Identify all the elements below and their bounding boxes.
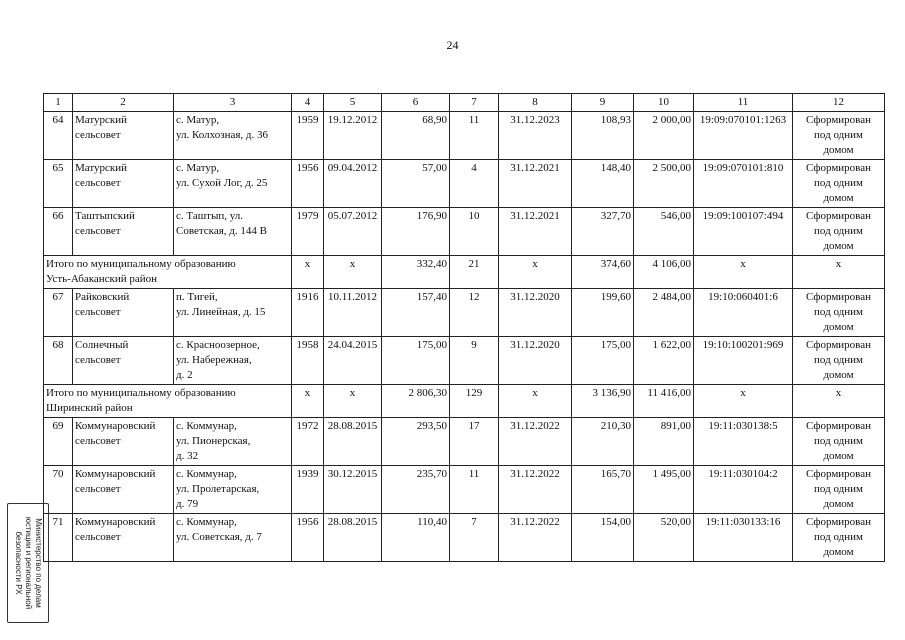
cell-land-area: 2 500,00 bbox=[634, 160, 694, 208]
cell-area: 175,00 bbox=[382, 337, 450, 385]
cell-deadline: 31.12.2022 bbox=[499, 466, 572, 514]
cell-date: 28.08.2015 bbox=[324, 418, 382, 466]
cell-index: 71 bbox=[44, 514, 73, 562]
note-line: домом bbox=[823, 240, 854, 252]
housing-registry-table bbox=[43, 93, 885, 562]
cell-year: x bbox=[292, 385, 324, 418]
municipality-line: сельсовет bbox=[75, 483, 121, 495]
cell-year: 1956 bbox=[292, 514, 324, 562]
cell-date: 19.12.2012 bbox=[324, 112, 382, 160]
cell-cadastral: 19:09:070101:810 bbox=[694, 160, 793, 208]
cell-municipality bbox=[73, 466, 174, 514]
note-line: под одним bbox=[814, 435, 863, 447]
address-line: с. Коммунар, bbox=[176, 516, 237, 528]
column-header: 3 bbox=[174, 94, 292, 112]
cell-note: x bbox=[793, 385, 885, 418]
cell-address bbox=[174, 514, 292, 562]
address-line: с. Таштып, ул. bbox=[176, 210, 244, 222]
cell-land-area: 520,00 bbox=[634, 514, 694, 562]
municipality-line: сельсовет bbox=[75, 354, 121, 366]
total-label-line: Итого по муниципальному образованию bbox=[46, 387, 236, 399]
address-line: ул. Пролетарская, bbox=[176, 483, 260, 495]
cell-deadline: 31.12.2021 bbox=[499, 160, 572, 208]
note-line: Сформирован bbox=[806, 420, 871, 432]
address-line: ул. Пионерская, bbox=[176, 435, 251, 447]
table-row bbox=[44, 337, 885, 385]
cell-deadline: x bbox=[499, 385, 572, 418]
note-line: Сформирован bbox=[806, 468, 871, 480]
address-line: ул. Линейная, д. 15 bbox=[176, 306, 266, 318]
column-header: 10 bbox=[634, 94, 694, 112]
cell-area: 176,90 bbox=[382, 208, 450, 256]
municipality-line: Коммунаровский bbox=[75, 516, 156, 528]
municipality-line: сельсовет bbox=[75, 435, 121, 447]
cell-note bbox=[793, 208, 885, 256]
cell-area-land: 165,70 bbox=[572, 466, 634, 514]
cell-municipality bbox=[73, 208, 174, 256]
municipality-line: сельсовет bbox=[75, 225, 121, 237]
cell-residents: 11 bbox=[450, 466, 499, 514]
cell-land-area: 546,00 bbox=[634, 208, 694, 256]
address-line: д. 32 bbox=[176, 450, 199, 462]
municipality-line: Матурский bbox=[75, 114, 128, 126]
note-line: Сформирован bbox=[806, 162, 871, 174]
cell-land-area: 2 000,00 bbox=[634, 112, 694, 160]
address-line: д. 79 bbox=[176, 498, 199, 510]
cell-date: 24.04.2015 bbox=[324, 337, 382, 385]
cell-address bbox=[174, 337, 292, 385]
column-header: 4 bbox=[292, 94, 324, 112]
municipality-line: Коммунаровский bbox=[75, 468, 156, 480]
cell-area-land: 210,30 bbox=[572, 418, 634, 466]
table-body bbox=[44, 112, 885, 562]
cell-residents: 21 bbox=[450, 256, 499, 289]
total-label-line: Ширинский район bbox=[46, 402, 133, 414]
table-row bbox=[44, 514, 885, 562]
cell-index: 69 bbox=[44, 418, 73, 466]
total-label-line: Итого по муниципальному образованию bbox=[46, 258, 236, 270]
cell-date: 28.08.2015 bbox=[324, 514, 382, 562]
note-line: домом bbox=[823, 192, 854, 204]
municipality-line: Солнечный bbox=[75, 339, 129, 351]
cell-cadastral: 19:11:030104:2 bbox=[694, 466, 793, 514]
cell-note bbox=[793, 466, 885, 514]
note-line: Сформирован bbox=[806, 339, 871, 351]
table-row bbox=[44, 112, 885, 160]
note-line: Сформирован bbox=[806, 291, 871, 303]
table-row bbox=[44, 208, 885, 256]
cell-area-land: 327,70 bbox=[572, 208, 634, 256]
cell-cadastral: 19:09:070101:1263 bbox=[694, 112, 793, 160]
stamp-line: безопасности РХ bbox=[14, 531, 23, 595]
cell-deadline: 31.12.2022 bbox=[499, 514, 572, 562]
cell-municipality bbox=[73, 160, 174, 208]
address-line: ул. Советская, д. 7 bbox=[176, 531, 262, 543]
cell-year: 1979 bbox=[292, 208, 324, 256]
address-line: ул. Сухой Лог, д. 25 bbox=[176, 177, 268, 189]
address-line: ул. Набережная, bbox=[176, 354, 252, 366]
municipality-line: сельсовет bbox=[75, 177, 121, 189]
cell-deadline: x bbox=[499, 256, 572, 289]
cell-deadline: 31.12.2023 bbox=[499, 112, 572, 160]
cell-note: x bbox=[793, 256, 885, 289]
cell-address bbox=[174, 418, 292, 466]
cell-area-land: 175,00 bbox=[572, 337, 634, 385]
cell-residents: 11 bbox=[450, 112, 499, 160]
cell-address bbox=[174, 208, 292, 256]
cell-residents: 129 bbox=[450, 385, 499, 418]
page-number: 24 bbox=[446, 38, 459, 52]
cell-land-area: 2 484,00 bbox=[634, 289, 694, 337]
municipality-line: сельсовет bbox=[75, 531, 121, 543]
address-line: Советская, д. 144 В bbox=[176, 225, 267, 237]
cell-year: 1959 bbox=[292, 112, 324, 160]
cell-address bbox=[174, 160, 292, 208]
note-line: Сформирован bbox=[806, 516, 871, 528]
column-header: 5 bbox=[324, 94, 382, 112]
municipality-line: сельсовет bbox=[75, 306, 121, 318]
cell-land-area: 4 106,00 bbox=[634, 256, 694, 289]
cell-note bbox=[793, 337, 885, 385]
cell-cadastral: 19:10:100201:969 bbox=[694, 337, 793, 385]
column-header: 2 bbox=[73, 94, 174, 112]
cell-date: x bbox=[324, 385, 382, 418]
cell-cadastral: 19:09:100107:494 bbox=[694, 208, 793, 256]
cell-note bbox=[793, 514, 885, 562]
municipality-line: Райковский bbox=[75, 291, 130, 303]
cell-deadline: 31.12.2020 bbox=[499, 289, 572, 337]
cell-area: 235,70 bbox=[382, 466, 450, 514]
cell-land-area: 1 495,00 bbox=[634, 466, 694, 514]
column-header: 6 bbox=[382, 94, 450, 112]
note-line: домом bbox=[823, 321, 854, 333]
cell-municipality bbox=[73, 514, 174, 562]
cell-cadastral: x bbox=[694, 256, 793, 289]
cell-area: 110,40 bbox=[382, 514, 450, 562]
table-row bbox=[44, 418, 885, 466]
cell-land-area: 11 416,00 bbox=[634, 385, 694, 418]
cell-area-land: 199,60 bbox=[572, 289, 634, 337]
note-line: под одним bbox=[814, 306, 863, 318]
note-line: под одним bbox=[814, 177, 863, 189]
cell-land-area: 1 622,00 bbox=[634, 337, 694, 385]
stamp-line: Министерство по делам bbox=[34, 518, 43, 608]
cell-note bbox=[793, 418, 885, 466]
column-header: 1 bbox=[44, 94, 73, 112]
note-line: Сформирован bbox=[806, 210, 871, 222]
cell-area: 57,00 bbox=[382, 160, 450, 208]
cell-residents: 4 bbox=[450, 160, 499, 208]
municipality-line: сельсовет bbox=[75, 129, 121, 141]
note-line: домом bbox=[823, 498, 854, 510]
column-header: 12 bbox=[793, 94, 885, 112]
address-line: с. Красноозерное, bbox=[176, 339, 260, 351]
note-line: под одним bbox=[814, 531, 863, 543]
note-line: домом bbox=[823, 450, 854, 462]
cell-date: 09.04.2012 bbox=[324, 160, 382, 208]
cell-municipality bbox=[73, 112, 174, 160]
total-row bbox=[44, 385, 885, 418]
cell-area-land: 374,60 bbox=[572, 256, 634, 289]
cell-year: 1956 bbox=[292, 160, 324, 208]
cell-index: 67 bbox=[44, 289, 73, 337]
cell-area-land: 3 136,90 bbox=[572, 385, 634, 418]
column-header: 11 bbox=[694, 94, 793, 112]
cell-index: 68 bbox=[44, 337, 73, 385]
cell-area-land: 108,93 bbox=[572, 112, 634, 160]
note-line: под одним bbox=[814, 483, 863, 495]
cell-year: 1958 bbox=[292, 337, 324, 385]
cell-year: 1939 bbox=[292, 466, 324, 514]
column-header: 9 bbox=[572, 94, 634, 112]
cell-municipality bbox=[73, 418, 174, 466]
address-line: с. Матур, bbox=[176, 114, 220, 126]
note-line: Сформирован bbox=[806, 114, 871, 126]
stamp-line: юстиции и региональной bbox=[24, 516, 33, 610]
cell-municipality bbox=[73, 337, 174, 385]
cell-date: 05.07.2012 bbox=[324, 208, 382, 256]
cell-index: 65 bbox=[44, 160, 73, 208]
note-line: домом bbox=[823, 369, 854, 381]
cell-residents: 12 bbox=[450, 289, 499, 337]
cell-deadline: 31.12.2021 bbox=[499, 208, 572, 256]
address-line: с. Коммунар, bbox=[176, 420, 237, 432]
cell-residents: 7 bbox=[450, 514, 499, 562]
cell-area: 2 806,30 bbox=[382, 385, 450, 418]
address-line: ул. Колхозная, д. 36 bbox=[176, 129, 268, 141]
cell-area-land: 154,00 bbox=[572, 514, 634, 562]
cell-cadastral: 19:11:030138:5 bbox=[694, 418, 793, 466]
cell-date: 30.12.2015 bbox=[324, 466, 382, 514]
cell-index: 64 bbox=[44, 112, 73, 160]
cell-area: 332,40 bbox=[382, 256, 450, 289]
column-header: 8 bbox=[499, 94, 572, 112]
address-line: д. 2 bbox=[176, 369, 193, 381]
municipality-line: Таштыпский bbox=[75, 210, 135, 222]
stamp-text bbox=[13, 507, 43, 619]
cell-cadastral: x bbox=[694, 385, 793, 418]
registration-stamp bbox=[7, 503, 49, 623]
note-line: домом bbox=[823, 144, 854, 156]
cell-deadline: 31.12.2022 bbox=[499, 418, 572, 466]
cell-year: x bbox=[292, 256, 324, 289]
cell-land-area: 891,00 bbox=[634, 418, 694, 466]
address-line: с. Коммунар, bbox=[176, 468, 237, 480]
table-row bbox=[44, 289, 885, 337]
municipality-line: Коммунаровский bbox=[75, 420, 156, 432]
cell-area: 157,40 bbox=[382, 289, 450, 337]
total-row bbox=[44, 256, 885, 289]
cell-residents: 10 bbox=[450, 208, 499, 256]
total-label-cell bbox=[44, 256, 292, 289]
cell-cadastral: 19:10:060401:6 bbox=[694, 289, 793, 337]
cell-year: 1972 bbox=[292, 418, 324, 466]
cell-deadline: 31.12.2020 bbox=[499, 337, 572, 385]
cell-municipality bbox=[73, 289, 174, 337]
address-line: п. Тигей, bbox=[176, 291, 218, 303]
table-row bbox=[44, 466, 885, 514]
note-line: под одним bbox=[814, 129, 863, 141]
note-line: домом bbox=[823, 546, 854, 558]
total-label-cell bbox=[44, 385, 292, 418]
cell-area: 68,90 bbox=[382, 112, 450, 160]
cell-year: 1916 bbox=[292, 289, 324, 337]
cell-address bbox=[174, 466, 292, 514]
cell-note bbox=[793, 112, 885, 160]
column-header: 7 bbox=[450, 94, 499, 112]
cell-area-land: 148,40 bbox=[572, 160, 634, 208]
note-line: под одним bbox=[814, 354, 863, 366]
cell-address bbox=[174, 289, 292, 337]
cell-date: x bbox=[324, 256, 382, 289]
note-line: под одним bbox=[814, 225, 863, 237]
cell-index: 66 bbox=[44, 208, 73, 256]
cell-cadastral: 19:11:030133:16 bbox=[694, 514, 793, 562]
table-row bbox=[44, 160, 885, 208]
total-label-line: Усть-Абаканский район bbox=[46, 273, 158, 285]
cell-index: 70 bbox=[44, 466, 73, 514]
cell-area: 293,50 bbox=[382, 418, 450, 466]
cell-residents: 17 bbox=[450, 418, 499, 466]
cell-residents: 9 bbox=[450, 337, 499, 385]
municipality-line: Матурский bbox=[75, 162, 128, 174]
cell-date: 10.11.2012 bbox=[324, 289, 382, 337]
column-number-row bbox=[44, 94, 885, 112]
cell-note bbox=[793, 160, 885, 208]
cell-note bbox=[793, 289, 885, 337]
address-line: с. Матур, bbox=[176, 162, 220, 174]
cell-address bbox=[174, 112, 292, 160]
